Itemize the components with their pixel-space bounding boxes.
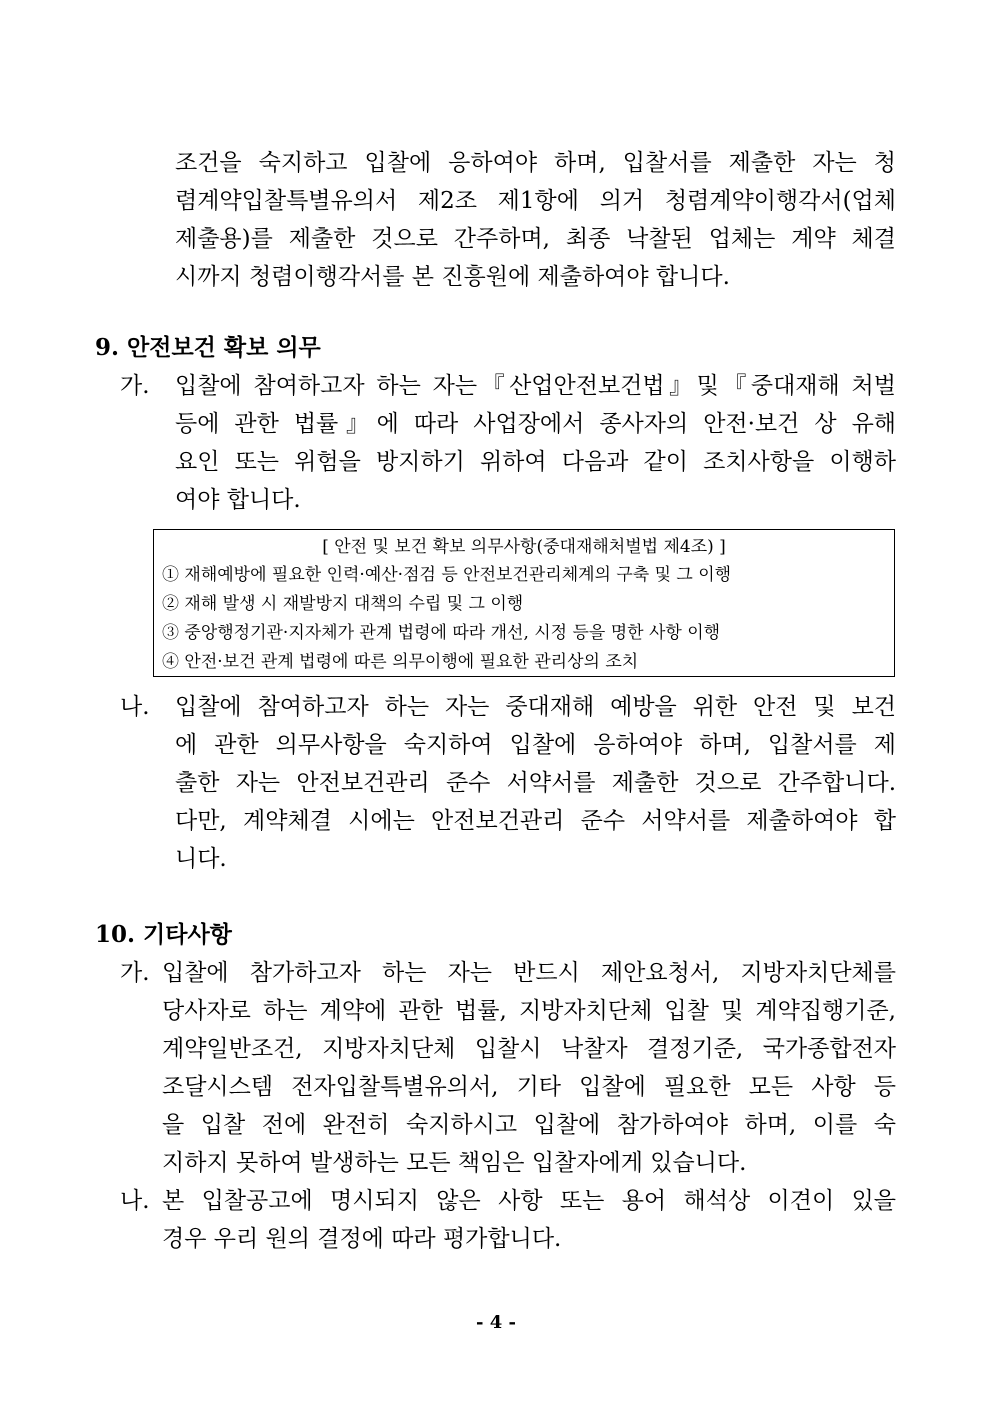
box-item: ② 재해 발생 시 재발방지 대책의 수립 및 그 이행 — [162, 594, 524, 614]
paragraph-line: 계약일반조건, 지방자치단체 입찰시 낙찰자 결정기준, 국가종합전자 — [162, 1036, 896, 1062]
paragraph-line: 출한 자는 안전보건관리 준수 서약서를 제출한 것으로 간주합니다. — [175, 770, 896, 796]
paragraph-line: 을 입찰 전에 완전히 숙지하시고 입찰에 참가하여야 하며, 이를 숙 — [162, 1112, 896, 1138]
section-10-heading: 10. 기타사항 — [95, 921, 232, 948]
paragraph-line: 입찰에 참여하고자 하는 자는 중대재해 예방을 위한 안전 및 보건 — [175, 694, 896, 720]
paragraph-line: 본 입찰공고에 명시되지 않은 사항 또는 용어 해석상 이견이 있을 — [162, 1188, 896, 1214]
item-marker: 나. — [120, 694, 150, 720]
box-title: [ 안전 및 보건 확보 의무사항(중대재해처벌법 제4조) ] — [322, 537, 726, 557]
paragraph-line: 시까지 청렴이행각서를 본 진흥원에 제출하여야 합니다. — [175, 264, 730, 290]
item-marker: 가. — [120, 373, 150, 399]
item-marker: 가. — [120, 960, 150, 986]
box-item: ④ 안전·보건 관계 법령에 따른 의무이행에 필요한 관리상의 조치 — [162, 652, 639, 672]
box-item: ① 재해예방에 필요한 인력·예산·점검 등 안전보건관리체계의 구축 및 그 이행 — [162, 565, 732, 585]
paragraph-line: 니다. — [175, 846, 227, 872]
page-number: - 4 - — [476, 1312, 516, 1333]
paragraph-line: 경우 우리 원의 결정에 따라 평가합니다. — [162, 1226, 562, 1252]
section-9-heading: 9. 안전보건 확보 의무 — [95, 334, 321, 361]
paragraph-line: 여야 합니다. — [175, 487, 301, 513]
paragraph-line: 등에 관한 법률』에 따라 사업장에서 종사자의 안전·보건 상 유해 — [175, 411, 896, 437]
paragraph-line: 입찰에 참가하고자 하는 자는 반드시 제안요청서, 지방자치단체를 — [162, 960, 896, 986]
safety-obligations-box — [153, 529, 895, 677]
paragraph-line: 입찰에 참여하고자 하는 자는『산업안전보건법』및『중대재해 처벌 — [175, 373, 896, 399]
paragraph-line: 요인 또는 위험을 방지하기 위하여 다음과 같이 조치사항을 이행하 — [175, 449, 896, 475]
paragraph-line: 당사자로 하는 계약에 관한 법률, 지방자치단체 입찰 및 계약집행기준, — [162, 998, 896, 1024]
paragraph-line: 에 관한 의무사항을 숙지하여 입찰에 응하여야 하며, 입찰서를 제 — [175, 732, 896, 758]
paragraph-line: 지하지 못하여 발생하는 모든 책임은 입찰자에게 있습니다. — [162, 1150, 747, 1176]
item-marker: 나. — [120, 1188, 150, 1214]
paragraph-line: 제출용)를 제출한 것으로 간주하며, 최종 낙찰된 업체는 계약 체결 — [175, 226, 896, 252]
box-item: ③ 중앙행정기관·지자체가 관계 법령에 따라 개선, 시정 등을 명한 사항 이행 — [162, 623, 721, 643]
paragraph-line: 조건을 숙지하고 입찰에 응하여야 하며, 입찰서를 제출한 자는 청 — [175, 150, 896, 176]
paragraph-line: 다만, 계약체결 시에는 안전보건관리 준수 서약서를 제출하여야 합 — [175, 808, 896, 834]
paragraph-line: 렴계약입찰특별유의서 제2조 제1항에 의거 청렴계약이행각서(업체 — [175, 188, 896, 214]
paragraph-line: 조달시스템 전자입찰특별유의서, 기타 입찰에 필요한 모든 사항 등 — [162, 1074, 896, 1100]
